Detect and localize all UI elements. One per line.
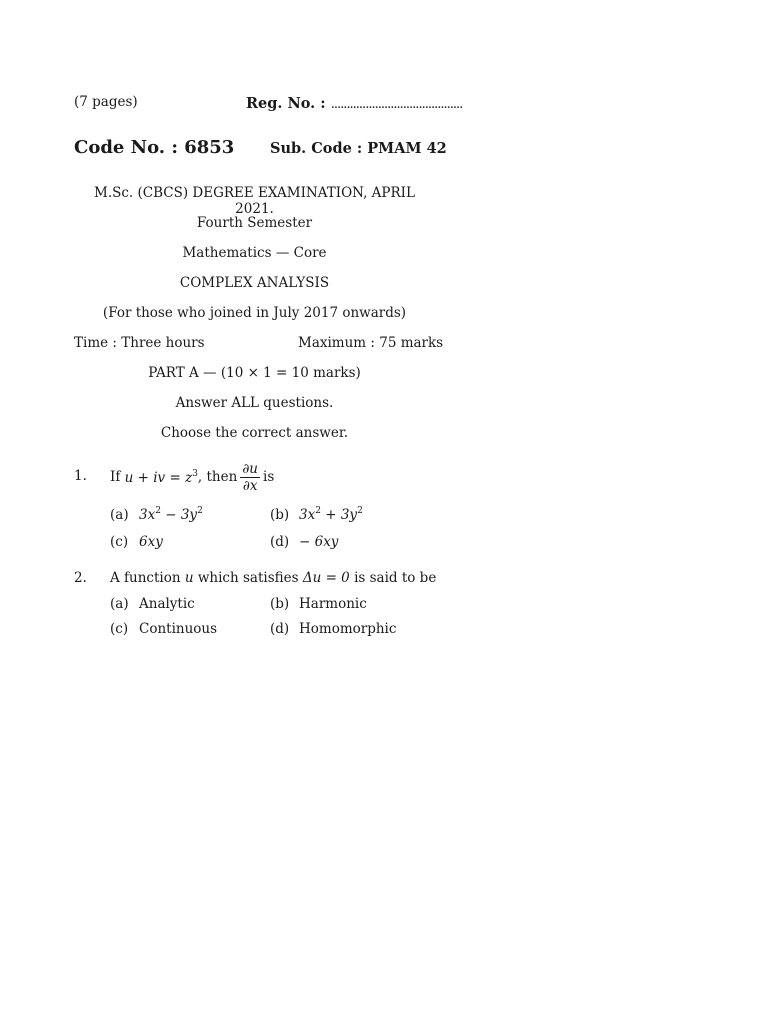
option-b-exp1: 2 — [315, 506, 321, 516]
option-b-term2: + 3y — [320, 507, 358, 523]
question-2-variable: u — [184, 570, 194, 586]
exam-time: Time : Three hours — [74, 335, 205, 351]
question-2-option-d — [270, 621, 396, 637]
question-1-mid: , then — [197, 469, 238, 485]
question-2-mid: which satisfies — [197, 570, 299, 586]
semester: Fourth Semester — [196, 215, 313, 231]
question-2-number: 2. — [74, 570, 87, 586]
sub-code: Sub. Code : PMAM 42 — [270, 140, 447, 157]
option-label: (a) — [110, 507, 129, 523]
max-marks: Maximum : 75 marks — [298, 335, 444, 351]
part-heading: PART A — (10 × 1 = 10 marks) — [148, 365, 361, 381]
option-a-text: Analytic — [139, 596, 195, 612]
option-label: (d) — [270, 621, 290, 637]
reg-no-label: Reg. No. : — [246, 95, 326, 112]
option-label: (d) — [270, 534, 290, 550]
question-2-option-c — [110, 621, 217, 637]
degree-line: M.Sc. (CBCS) DEGREE EXAMINATION, APRIL 2021. — [94, 185, 415, 217]
question-1-equation-exp: 3 — [192, 468, 198, 479]
question-1-option-a — [110, 506, 203, 523]
option-d-text: Homomorphic — [299, 621, 397, 637]
code-number: Code No. : 6853 — [74, 137, 235, 158]
option-a-term2: − 3y — [160, 507, 198, 523]
option-label: (a) — [110, 596, 129, 612]
question-2-option-b — [270, 596, 367, 612]
option-c-text: 6xy — [139, 534, 163, 550]
option-label: (c) — [110, 621, 129, 637]
question-2-option-a — [110, 596, 195, 612]
instruction-choose: Choose the correct answer. — [160, 425, 349, 441]
question-1-prefix: If — [110, 469, 121, 485]
question-2-suffix: is said to be — [354, 570, 437, 586]
option-a-exp1: 2 — [155, 506, 161, 516]
question-1-equation — [125, 469, 198, 486]
question-1-option-c — [110, 534, 163, 550]
option-d-text: − 6xy — [299, 534, 339, 550]
subject: Mathematics — Core — [182, 245, 327, 261]
fraction-denominator: ∂x — [242, 477, 258, 494]
question-1-number: 1. — [74, 468, 87, 484]
question-1-fraction — [240, 461, 260, 494]
option-a-term1: 3x — [139, 507, 156, 523]
question-2-text — [110, 570, 436, 586]
question-1-equation-lhs: u + iv = z — [124, 469, 193, 486]
fraction-numerator: ∂u — [242, 460, 258, 477]
option-label: (b) — [270, 507, 290, 523]
question-1-text — [110, 457, 274, 497]
question-1-option-b — [270, 506, 363, 523]
question-2-prefix: A function — [110, 570, 181, 586]
option-label: (c) — [110, 534, 129, 550]
option-b-term1: 3x — [299, 507, 316, 523]
option-b-text: Harmonic — [299, 596, 367, 612]
eligibility-note: (For those who joined in July 2017 onwards) — [102, 305, 407, 321]
page-count: (7 pages) — [74, 94, 138, 110]
instruction-answer-all: Answer ALL questions. — [175, 395, 334, 411]
question-1-option-d — [270, 534, 338, 550]
option-b-exp2: 2 — [357, 506, 363, 516]
option-a-exp2: 2 — [197, 506, 203, 516]
paper-title: COMPLEX ANALYSIS — [179, 275, 330, 291]
option-c-text: Continuous — [139, 621, 218, 637]
question-2-condition: Δu = 0 — [302, 570, 350, 586]
reg-no-dots: .......................................... — [330, 97, 463, 112]
question-1-suffix: is — [263, 469, 275, 485]
reg-no-field — [246, 93, 462, 112]
option-label: (b) — [270, 596, 290, 612]
